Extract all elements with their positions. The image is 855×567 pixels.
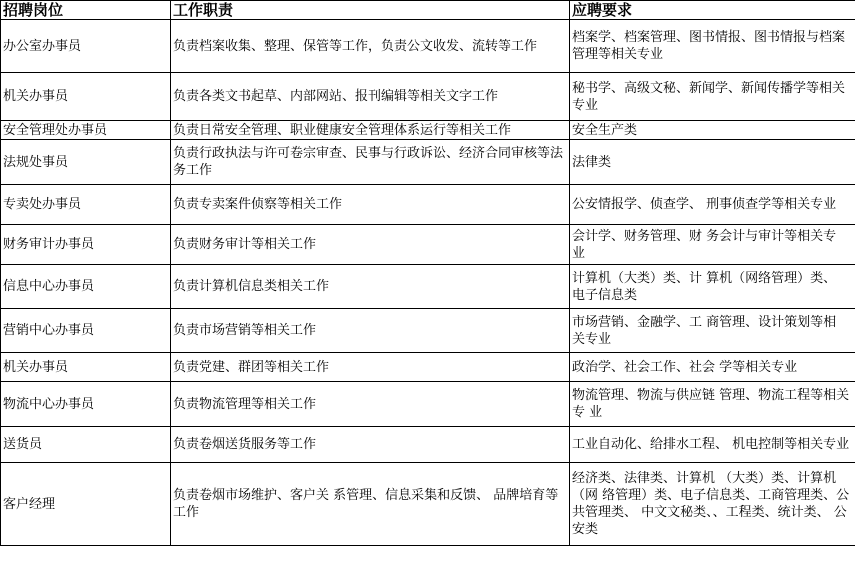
requirement-cell: 秘书学、高级文秘、新闻学、新闻传播学等相关专业 xyxy=(570,73,855,121)
requirement-cell: 经济类、法律类、计算机 （大类）类、计算机（网 络管理）类、电子信息类、工商管理类、公共管理类、 中文文秘类、、工程类、统计类、 公安类 xyxy=(570,463,855,546)
duty-cell: 负责卷烟送货服务等工作 xyxy=(171,427,570,463)
table-row xyxy=(1,309,855,353)
table-row xyxy=(1,121,855,140)
table-row xyxy=(1,353,855,382)
position-cell: 机关办事员 xyxy=(1,73,171,121)
requirement-cell: 档案学、档案管理、图书情报、图书情报与档案管理等相关专业 xyxy=(570,20,855,73)
table-row xyxy=(1,225,855,265)
header-row xyxy=(1,1,855,20)
header-position: 招聘岗位 xyxy=(1,1,171,20)
requirement-cell: 计算机（大类）类、计 算机（网络管理）类、 电子信息类 xyxy=(570,265,855,309)
position-cell: 机关办事员 xyxy=(1,353,171,382)
table-row xyxy=(1,265,855,309)
position-cell: 专卖处办事员 xyxy=(1,185,171,225)
duty-cell: 负责卷烟市场维护、客户关 系管理、信息采集和反馈、 品牌培育等工作 xyxy=(171,463,570,546)
requirement-cell: 法律类 xyxy=(570,140,855,185)
table-row xyxy=(1,140,855,185)
position-cell: 法规处事员 xyxy=(1,140,171,185)
table-row xyxy=(1,73,855,121)
requirement-cell: 安全生产类 xyxy=(570,121,855,140)
table-row xyxy=(1,185,855,225)
position-cell: 安全管理处办事员 xyxy=(1,121,171,140)
position-cell: 送货员 xyxy=(1,427,171,463)
position-cell: 营销中心办事员 xyxy=(1,309,171,353)
position-cell: 信息中心办事员 xyxy=(1,265,171,309)
header-duty: 工作职责 xyxy=(171,1,570,20)
requirement-cell: 公安情报学、侦查学、 刑事侦查学等相关专业 xyxy=(570,185,855,225)
table-row xyxy=(1,427,855,463)
duty-cell: 负责物流管理等相关工作 xyxy=(171,382,570,427)
duty-cell: 负责财务审计等相关工作 xyxy=(171,225,570,265)
duty-cell: 负责各类文书起草、内部网站、报刊编辑等相关文字工作 xyxy=(171,73,570,121)
requirement-cell: 市场营销、金融学、工 商管理、设计策划等相 关专业 xyxy=(570,309,855,353)
duty-cell: 负责行政执法与许可卷宗审查、民事与行政诉讼、经济合同审核等法务工作 xyxy=(171,140,570,185)
position-cell: 财务审计办事员 xyxy=(1,225,171,265)
duty-cell: 负责市场营销等相关工作 xyxy=(171,309,570,353)
duty-cell: 负责日常安全管理、职业健康安全管理体系运行等相关工作 xyxy=(171,121,570,140)
position-cell: 客户经理 xyxy=(1,463,171,546)
table-row xyxy=(1,382,855,427)
duty-cell: 负责专卖案件侦察等相关工作 xyxy=(171,185,570,225)
requirement-cell: 工业自动化、给排水工程、 机电控制等相关专业 xyxy=(570,427,855,463)
duty-cell: 负责党建、群团等相关工作 xyxy=(171,353,570,382)
duty-cell: 负责档案收集、整理、保管等工作，负责公文收发、流转等工作 xyxy=(171,20,570,73)
header-requirement: 应聘要求 xyxy=(570,1,855,20)
duty-cell: 负责计算机信息类相关工作 xyxy=(171,265,570,309)
requirement-cell: 政治学、社会工作、社会 学等相关专业 xyxy=(570,353,855,382)
position-cell: 物流中心办事员 xyxy=(1,382,171,427)
table-row xyxy=(1,20,855,73)
position-cell: 办公室办事员 xyxy=(1,20,171,73)
table-row xyxy=(1,463,855,546)
requirement-cell: 物流管理、物流与供应链 管理、物流工程等相关专 业 xyxy=(570,382,855,427)
requirement-cell: 会计学、财务管理、财 务会计与审计等相关专 业 xyxy=(570,225,855,265)
